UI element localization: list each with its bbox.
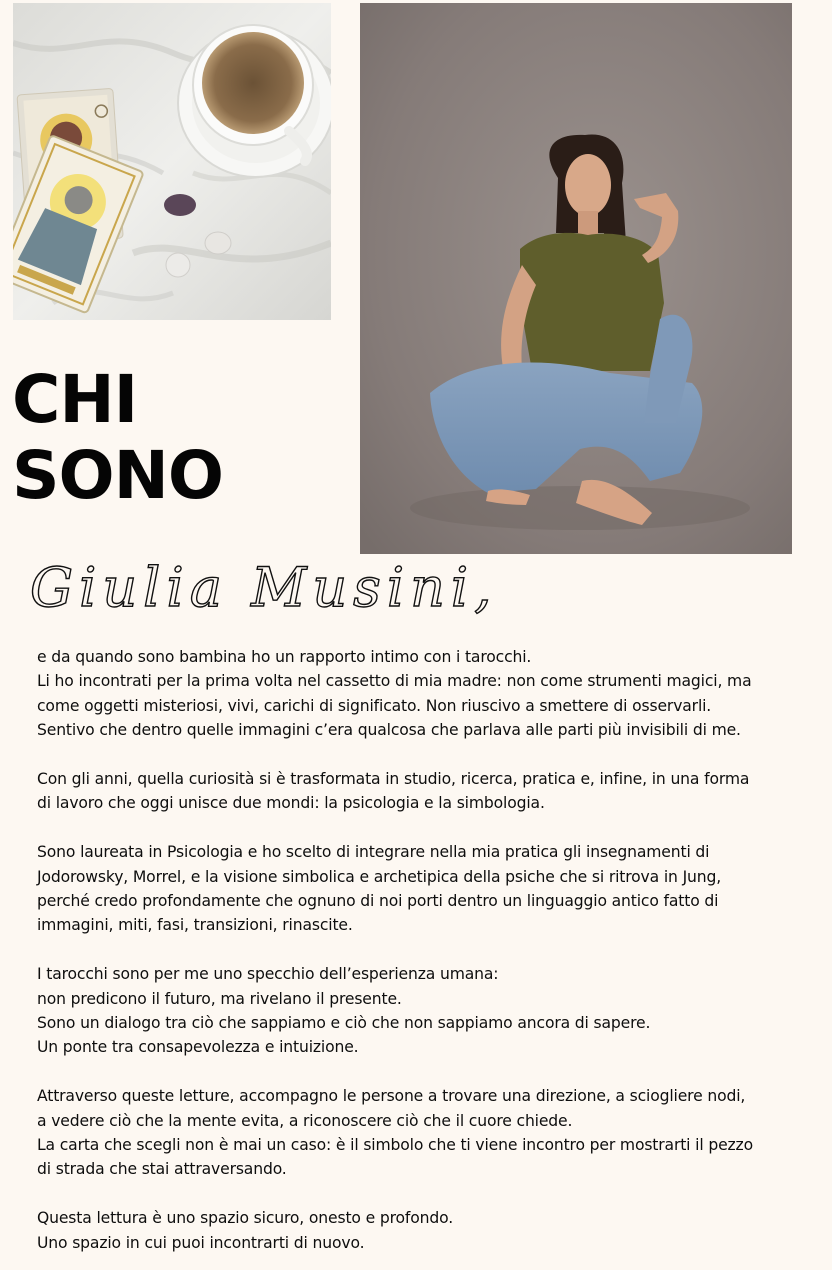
tarot-coffee-illustration bbox=[13, 3, 331, 320]
bio-line: La carta che scegli non è mai un caso: è il simbolo che ti viene incontro per mostrarti il pezzo bbox=[37, 1136, 753, 1155]
bio-line: Questa lettura è uno spazio sicuro, onesto e profondo. bbox=[37, 1209, 454, 1228]
bio-line: Un ponte tra consapevolezza e intuizione. bbox=[37, 1038, 359, 1057]
page-heading bbox=[12, 362, 223, 514]
bio-line: di lavoro che oggi unisce due mondi: la psicologia e la simbologia. bbox=[37, 794, 545, 813]
bio-line: Con gli anni, quella curiosità si è trasformata in studio, ricerca, pratica e, infine, in una forma bbox=[37, 770, 750, 789]
tarot-coffee-photo bbox=[13, 3, 331, 320]
bio-line: Sentivo che dentro quelle immagini c’era qualcosa che parlava alle parti più invisibili di me. bbox=[37, 721, 741, 740]
bio-line: Jodorowsky, Morrel, e la visione simbolica e archetipica della psiche che si ritrova in Jung, bbox=[37, 867, 722, 886]
bio-line: Sono un dialogo tra ciò che sappiamo e ciò che non sappiamo ancora di sapere. bbox=[37, 1014, 651, 1033]
bio-line: di strada che stai attraversando. bbox=[37, 1160, 287, 1179]
bio-line: I tarocchi sono per me uno specchio dell’esperienza umana: bbox=[37, 965, 499, 984]
bio-line: non predicono il futuro, ma rivelano il presente. bbox=[37, 989, 402, 1008]
bio-line: Li ho incontrati per la prima volta nel cassetto di mia madre: non come strumenti magici, ma bbox=[37, 672, 752, 691]
portrait-illustration bbox=[360, 3, 792, 554]
bio-line: come oggetti misteriosi, vivi, carichi di significato. Non riuscivo a smettere di osservarli. bbox=[37, 696, 712, 715]
bio-line: Attraverso queste letture, accompagno le persone a trovare una direzione, a sciogliere nodi, bbox=[37, 1087, 746, 1106]
signature-text: Giulia Musini, bbox=[30, 556, 498, 619]
signature-name bbox=[22, 536, 602, 636]
bio-line: perché credo profondamente che ognuno di noi porti dentro un linguaggio antico fatto di bbox=[37, 892, 719, 911]
heading-line-2: SONO bbox=[12, 437, 223, 514]
bio-line: a vedere ciò che la mente evita, a riconoscere ciò che il cuore chiede. bbox=[37, 1111, 573, 1130]
bio-paragraph bbox=[37, 840, 817, 938]
bio-paragraph bbox=[37, 1206, 817, 1255]
heading-line-1: CHI bbox=[12, 361, 138, 438]
bio-line: Sono laureata in Psicologia e ho scelto di integrare nella mia pratica gli insegnamenti di bbox=[37, 843, 710, 862]
portrait-photo bbox=[360, 3, 792, 554]
bio-paragraph bbox=[37, 767, 817, 816]
bio-line: Uno spazio in cui puoi incontrarti di nuovo. bbox=[37, 1233, 365, 1252]
bio-text bbox=[37, 645, 817, 1255]
bio-paragraph bbox=[37, 645, 817, 743]
bio-paragraph bbox=[37, 962, 817, 1060]
bio-paragraph bbox=[37, 1084, 817, 1182]
bio-line: immagini, miti, fasi, transizioni, rinascite. bbox=[37, 916, 353, 935]
bio-line: e da quando sono bambina ho un rapporto intimo con i tarocchi. bbox=[37, 648, 532, 666]
